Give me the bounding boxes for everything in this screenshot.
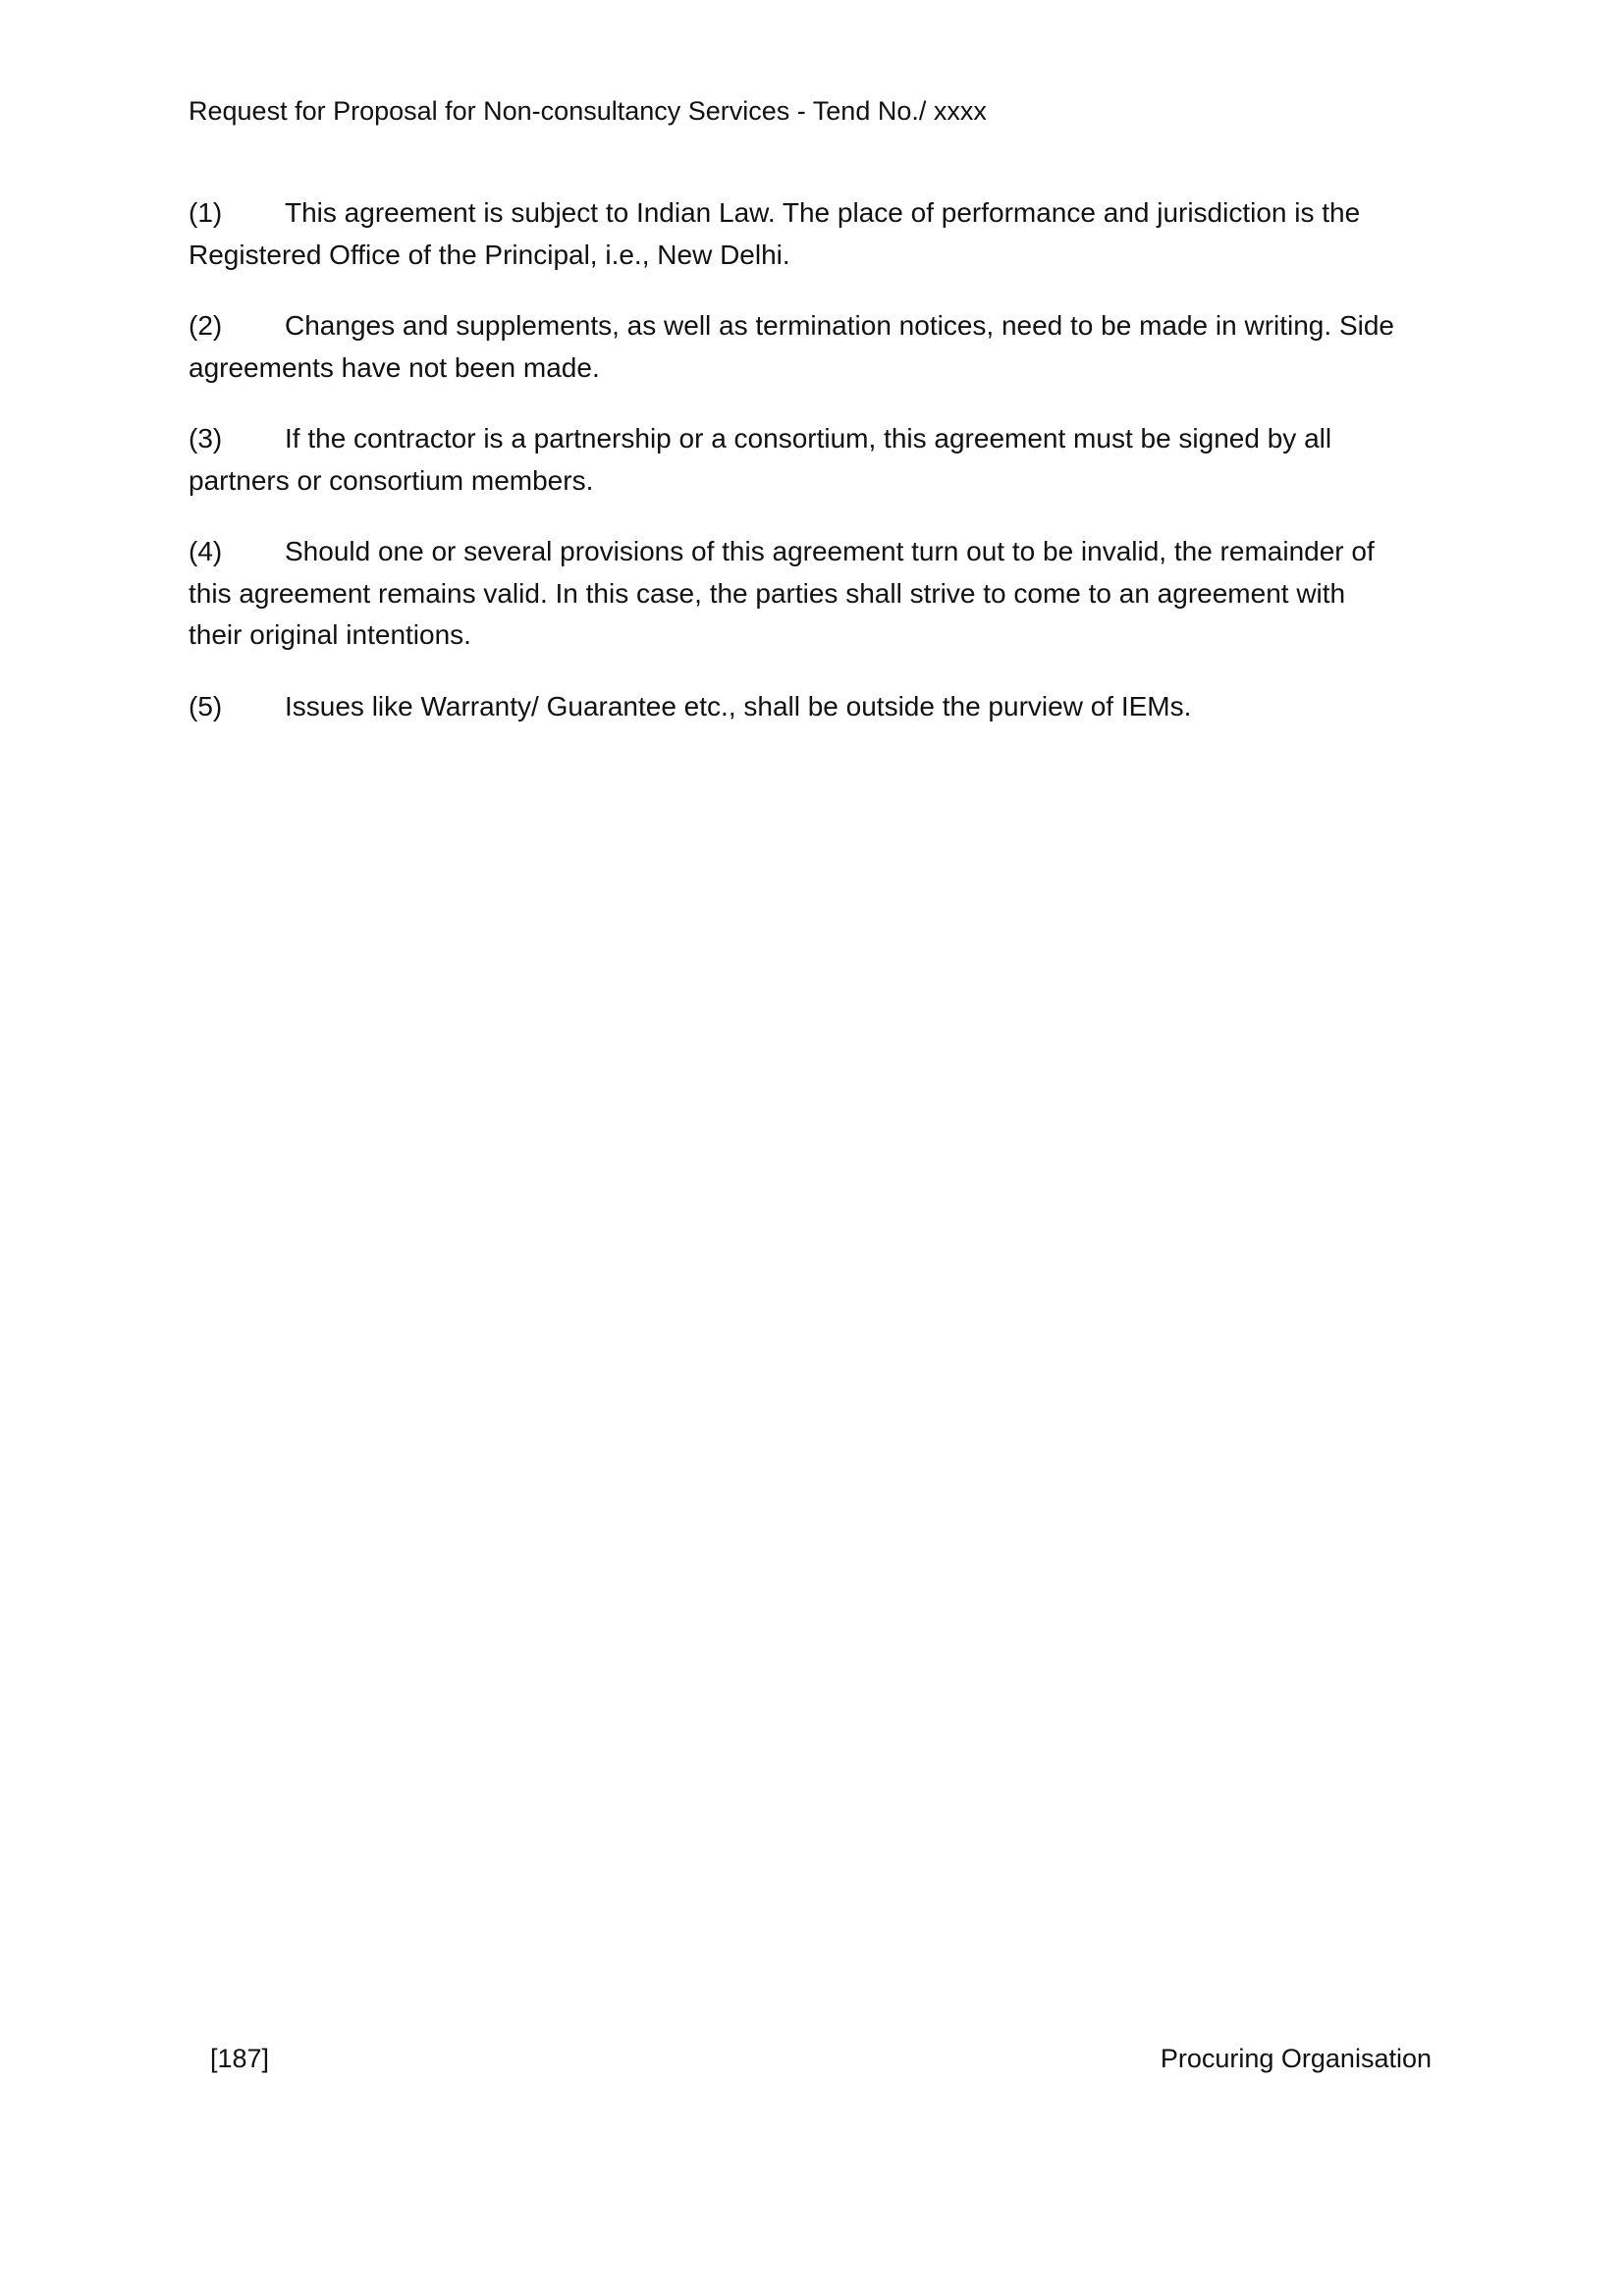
paragraph-number: (5)	[189, 690, 223, 721]
paragraph-text: This agreement is subject to Indian Law. The place of performance and jurisdiction is the Registered Office of the Principal, i.e., New Delhi.	[189, 197, 1361, 270]
paragraph	[189, 192, 1396, 276]
footer-page-number: [187]	[210, 2044, 270, 2073]
paragraph-text: Should one or several provisions of this agreement turn out to be invalid, the remainder of this agreement remains valid. In this case, the parties shall strive to come to an agreement with their original intentions.	[189, 536, 1375, 651]
paragraph-number: (4)	[189, 536, 223, 567]
paragraph-number: (1)	[189, 197, 223, 228]
paragraph-number: (3)	[189, 423, 223, 454]
paragraph-text: Changes and supplements, as well as termination notices, need to be made in writing. Side agreements have not been made.	[189, 310, 1394, 383]
page-header-title: Request for Proposal for Non-consultancy Services - Tend No./ xxxx	[189, 96, 987, 126]
paragraph-text: If the contractor is a partnership or a consortium, this agreement must be signed by all partners or consortium members.	[189, 423, 1332, 496]
page-footer	[210, 2044, 1432, 2074]
footer-organisation-label: Procuring Organisation	[1160, 2044, 1432, 2073]
paragraph	[189, 418, 1396, 502]
document-body	[189, 192, 1396, 757]
paragraph	[189, 531, 1396, 657]
paragraph	[189, 305, 1396, 389]
paragraph-number: (2)	[189, 310, 223, 342]
paragraph-text: Issues like Warranty/ Guarantee etc., shall be outside the purview of IEMs.	[285, 690, 1192, 721]
paragraph	[189, 686, 1396, 728]
